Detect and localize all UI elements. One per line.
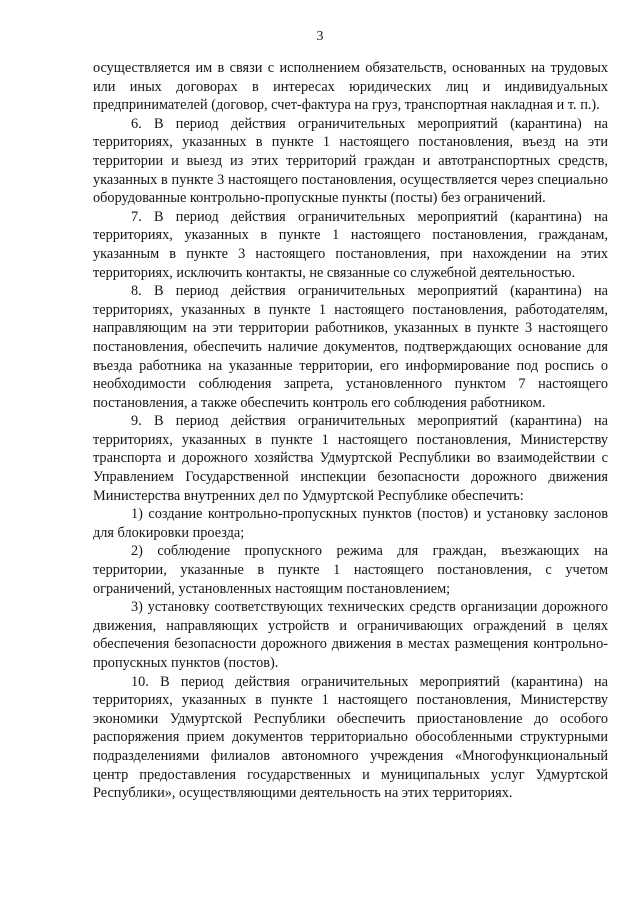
- paragraph-clause-10: 10. В период действия ограничительных мероприятий (карантина) на территориях, указанных в пункте 1 настоящего постановления, Министерству экономики Удмуртской Республики обеспечить приостановление до особого распоряжения прием документов территориально обособленными структурными подразделениями филиалов автономного учреждения «Многофункциональный центр предоставления государственных и муниципальных услуг Удмуртской Республики», осуществляющими деятельность на этих территориях.: [93, 673, 608, 802]
- paragraph-clause-9-item-3: 3) установку соответствующих технических средств организации дорожного движения, направляющих устройств и ограничивающих ограждений в целях обеспечения безопасности дорожного движения в местах размещения контрольно-пропускных пунктов (постов).: [93, 599, 608, 671]
- paragraph-clause-9-item-2: 2) соблюдение пропускного режима для граждан, въезжающих на территории, указанные в пункте 1 настоящего постановления, с учетом ограничений, установленных настоящим постановлением;: [93, 543, 608, 597]
- paragraph-clause-6: 6. В период действия ограничительных мероприятий (карантина) на территориях, указанных в пункте 1 настоящего постановления, въезд на эти территории и выезд из этих территорий граждан и автотранспортных средств, указанных в пункте 3 настоящего постановления, осуществляется через специально оборудованные контрольно-пропускные пункты (посты) без ограничений.: [93, 115, 608, 207]
- paragraph-clause-9-item-1: 1) создание контрольно-пропускных пунктов (постов) и установку заслонов для блокировки проезда;: [93, 506, 608, 541]
- paragraph-clause-9: 9. В период действия ограничительных мероприятий (карантина) на территориях, указанных в пункте 1 настоящего постановления, Министерству транспорта и дорожного хозяйства Удмуртской Республики во взаимодействии с Управлением Государственной инспекции безопасности дорожного движения Министерства внутренних дел по Удмуртской Республике обеспечить:: [93, 413, 608, 504]
- page-number: 3: [316, 29, 324, 44]
- paragraph-clause-7: 7. В период действия ограничительных мероприятий (карантина) на территориях, указанных в пункте 1 настоящего постановления, гражданам, указанным в пункте 3 настоящего постановления, при нахождении на этих территориях, исключить контакты, не связанные со служебной деятельностью.: [93, 208, 608, 281]
- paragraph-continuation: осуществляется им в связи с исполнением обязательств, основанных на трудовых или иных договорах в интересах юридических лиц и индивидуальных предпринимателей (договор, счет-фактура на груз, транспортная накладная и т. п.).: [93, 60, 608, 114]
- document-body: [93, 59, 608, 803]
- paragraph-clause-8: 8. В период действия ограничительных мероприятий (карантина) на территориях, указанных в пункте 1 настоящего постановления, работодателям, направляющим на эти территории работников, указанных в пункте 3 настоящего постановления, обеспечить наличие документов, подтверждающих основание для въезда работника на указанные территории, его информирование под роспись о необходимости соблюдения запрета, установленного пунктом 7 настоящего постановления, а также обеспечить контроль его соблюдения работником.: [93, 283, 608, 411]
